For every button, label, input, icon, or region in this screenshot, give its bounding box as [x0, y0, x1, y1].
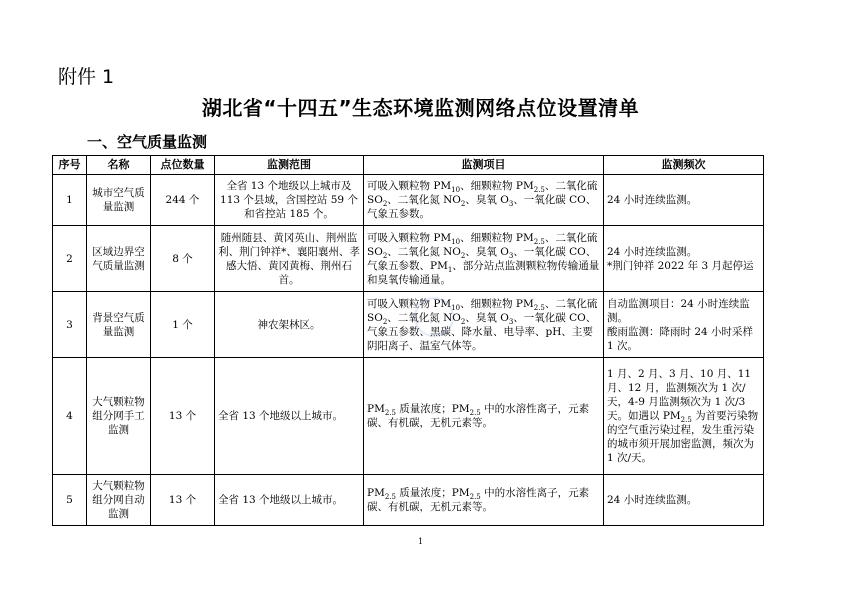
cell-items: 可吸入颗粒物 $PM_{10}$、细颗粒物 $PM_{2.5}$、二氧化硫 $SO_2$、二氧化氮 $NO_2$、臭氧 $O_3$、一氧化碳 CO、气象五参数。	[364, 175, 604, 226]
header-frequency: 监测频次	[604, 156, 764, 175]
cell-items: $PM_{2.5}$ 质量浓度；$PM_{2.5}$ 中的水溶性离子，元素碳、有机碳，无机元素等。	[364, 475, 604, 526]
cell-count: 13 个	[151, 475, 215, 526]
monitoring-table	[52, 155, 764, 526]
table-row	[53, 292, 764, 358]
cell-name: 区域边界空气质量监测	[87, 226, 151, 292]
cell-name: 大气颗粒物组分网手工监测	[87, 358, 151, 475]
cell-name: 背景空气质量监测	[87, 292, 151, 358]
cell-count: 244 个	[151, 175, 215, 226]
cell-frequency: 24 小时连续监测。	[604, 475, 764, 526]
header-count: 点位数量	[151, 156, 215, 175]
page-number: 1	[417, 537, 424, 546]
cell-no: 3	[53, 292, 87, 358]
cell-items: 可吸入颗粒物 $PM_{10}$、细颗粒物 $PM_{2.5}$、二氧化硫 $SO_2$、二氧化氮 $NO_2$、臭氧 $O_3$、一氧化碳 CO、气象五参数、黑碳、降水量、电导率、pH、主要阴阳离子、温室气体等。	[364, 292, 604, 358]
cell-items: 可吸入颗粒物 $PM_{10}$、细颗粒物 $PM_{2.5}$、二氧化硫 $SO_2$、二氧化氮 $NO_2$、臭氧 $O_3$、一氧化碳 CO、气象五参数、$PM_1$、部分站点监测颗粒物传输通量和臭氧传输通量。	[364, 226, 604, 292]
cell-scope: 全省 13 个地级以上城市。	[215, 475, 364, 526]
cell-name: 大气颗粒物组分网自动监测	[87, 475, 151, 526]
cell-count: 8 个	[151, 226, 215, 292]
table-row	[53, 175, 764, 226]
cell-name: 城市空气质量监测	[87, 175, 151, 226]
attachment-label: 附件 1	[58, 66, 115, 88]
table-row	[53, 475, 764, 526]
table-row	[53, 358, 764, 475]
header-name: 名称	[87, 156, 151, 175]
cell-no: 5	[53, 475, 87, 526]
cell-no: 4	[53, 358, 87, 475]
cell-count: 1 个	[151, 292, 215, 358]
table-row	[53, 226, 764, 292]
cell-frequency: 24 小时连续监测。 *荆门钟祥 2022 年 3 月起停运	[604, 226, 764, 292]
cell-scope: 全省 13 个地级以上城市及 113 个县域，含国控站 59 个和省控站 185 个。	[215, 175, 364, 226]
watermark-seal	[414, 297, 454, 337]
cell-no: 2	[53, 226, 87, 292]
header-items: 监测项目	[364, 156, 604, 175]
cell-no: 1	[53, 175, 87, 226]
cell-frequency: 24 小时连续监测。	[604, 175, 764, 226]
cell-count: 13 个	[151, 358, 215, 475]
document-title: 湖北省“十四五”生态环境监测网络点位设置清单	[201, 96, 640, 120]
header-no: 序号	[53, 156, 87, 175]
cell-frequency: 1 月、2 月、3 月、10 月、11 月、12 月，监测频次为 1 次/天，4-9 月监测频次为 1 次/3 天。如遇以 $PM_{2.5}$ 为首要污染物的空气重污染过程，发生重污染的城市须开展加密监测，频次为 1 次/天。	[604, 358, 764, 475]
cell-items: $PM_{2.5}$ 质量浓度；$PM_{2.5}$ 中的水溶性离子，元素碳、有机碳，无机元素等。	[364, 358, 604, 475]
cell-frequency: 自动监测项目：24 小时连续监测。 酸雨监测：降雨时 24 小时采样 1 次。	[604, 292, 764, 358]
section-heading: 一、空气质量监测	[87, 133, 208, 151]
cell-scope: 神农架林区。	[215, 292, 364, 358]
cell-scope: 全省 13 个地级以上城市。	[215, 358, 364, 475]
cell-scope: 随州随县、黄冈英山、荆州监利、荆门钟祥*、襄阳襄州、孝感大悟、黄冈黄梅、荆州石首。	[215, 226, 364, 292]
table-header-row	[53, 156, 764, 175]
header-scope: 监测范围	[215, 156, 364, 175]
